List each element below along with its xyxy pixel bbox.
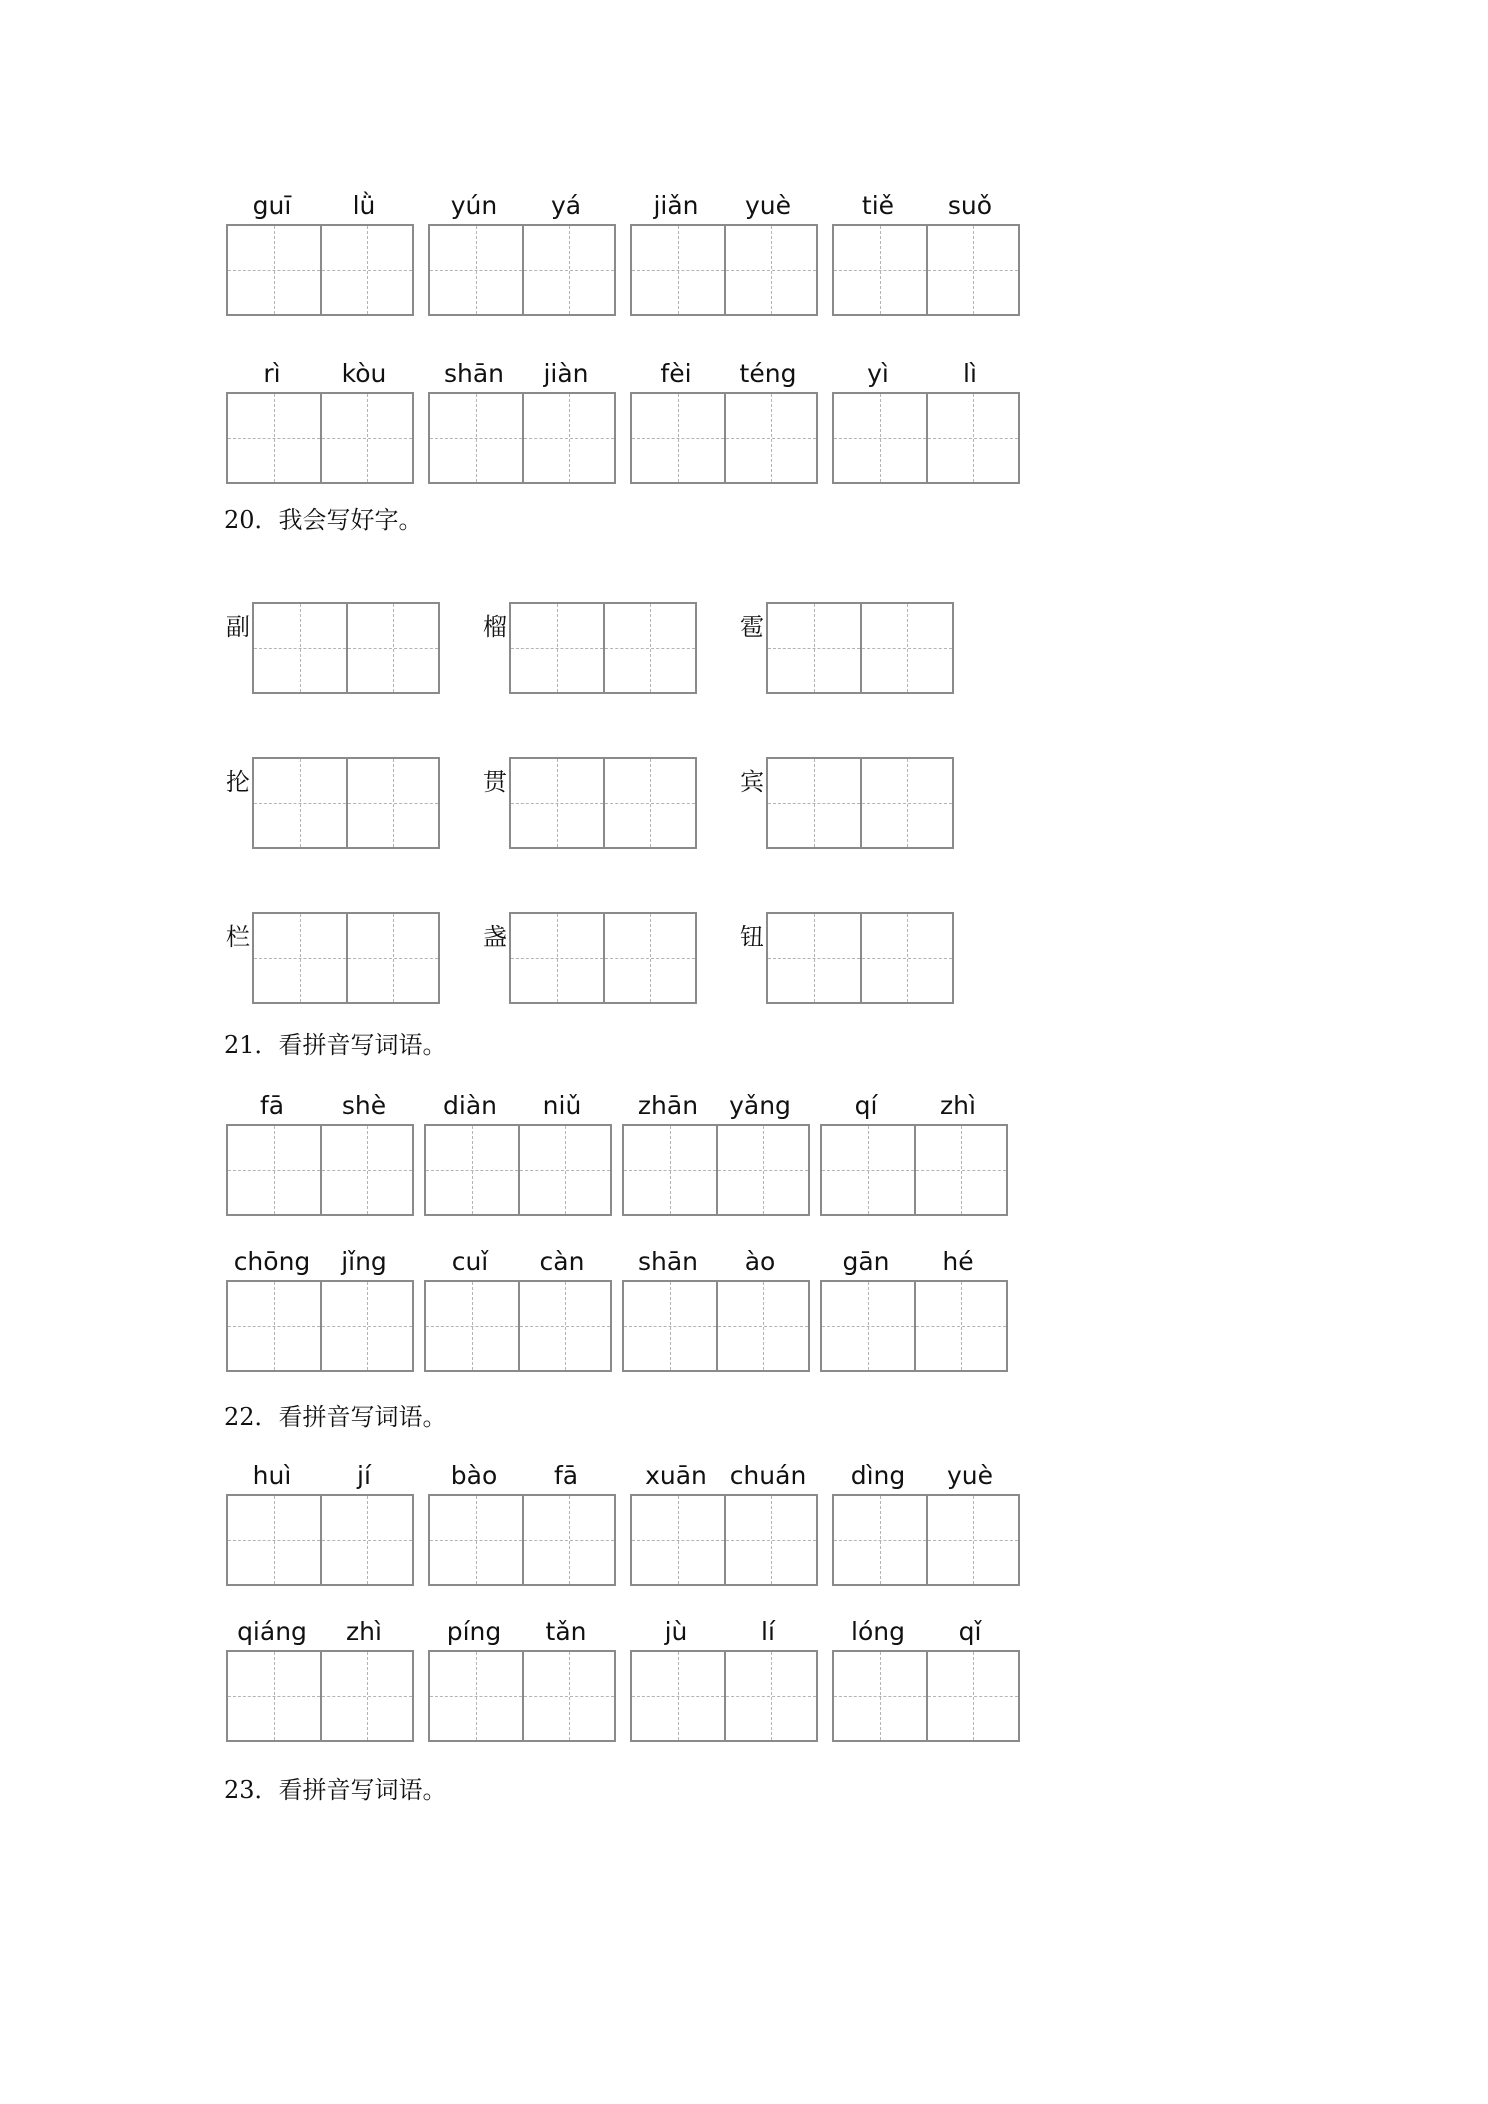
tian-zi-ge-cell[interactable]	[522, 1652, 614, 1740]
tian-zi-ge-cell[interactable]	[768, 914, 860, 1002]
tian-zi-ge-cell[interactable]	[346, 759, 438, 847]
tian-zi-ge-cell[interactable]	[716, 1282, 808, 1370]
tian-zi-ge-cell[interactable]	[822, 1126, 914, 1214]
q22-row2-writing-box[interactable]	[832, 1650, 1020, 1742]
pinyin-label: gān	[842, 1247, 890, 1276]
tian-zi-ge-cell[interactable]	[254, 604, 346, 692]
character-practice-box[interactable]	[509, 757, 697, 849]
tian-zi-ge-cell[interactable]	[860, 759, 952, 847]
q22-row1-writing-box[interactable]	[226, 1494, 414, 1586]
q21-row2-writing-box[interactable]	[622, 1280, 810, 1372]
pinyin-label: yá	[550, 191, 582, 220]
tian-zi-ge-cell[interactable]	[860, 914, 952, 1002]
model-character: 盏	[483, 923, 507, 951]
pinyin-label: yún	[450, 191, 498, 220]
character-practice-box[interactable]	[509, 912, 697, 1004]
tian-zi-ge-cell[interactable]	[430, 1496, 522, 1584]
pinyin-label: shè	[341, 1091, 387, 1120]
tian-zi-ge-cell[interactable]	[522, 1496, 614, 1584]
q19-row2-writing-box[interactable]	[832, 392, 1020, 484]
pinyin-label: kòu	[341, 359, 387, 388]
pinyin-label: cuǐ	[451, 1247, 489, 1276]
model-character: 栏	[226, 923, 250, 951]
tian-zi-ge-cell[interactable]	[346, 604, 438, 692]
tian-zi-ge-cell[interactable]	[518, 1126, 610, 1214]
pinyin-label: càn	[539, 1247, 585, 1276]
question-21-heading: 21．看拼音写词语。	[224, 1031, 447, 1059]
character-practice-box[interactable]	[766, 912, 954, 1004]
tian-zi-ge-cell[interactable]	[320, 394, 412, 482]
pinyin-label: diàn	[443, 1091, 497, 1120]
tian-zi-ge-cell[interactable]	[228, 394, 320, 482]
question-20-heading: 20．我会写好字。	[224, 506, 423, 534]
q21-row2-writing-box[interactable]	[424, 1280, 612, 1372]
q19-row2-writing-box[interactable]	[226, 392, 414, 484]
tian-zi-ge-cell[interactable]	[603, 759, 695, 847]
tian-zi-ge-cell[interactable]	[834, 1496, 926, 1584]
tian-zi-ge-cell[interactable]	[228, 226, 320, 314]
pinyin-label: chuán	[729, 1461, 807, 1490]
tian-zi-ge-cell[interactable]	[320, 1282, 412, 1370]
q19-row1-writing-box[interactable]	[630, 224, 818, 316]
pinyin-label: lóng	[851, 1617, 905, 1646]
tian-zi-ge-cell[interactable]	[926, 394, 1018, 482]
model-character: 抡	[226, 768, 250, 796]
tian-zi-ge-cell[interactable]	[254, 914, 346, 1002]
pinyin-label: yuè	[946, 1461, 994, 1490]
tian-zi-ge-cell[interactable]	[522, 226, 614, 314]
pinyin-label: ào	[744, 1247, 776, 1276]
tian-zi-ge-cell[interactable]	[426, 1126, 518, 1214]
question-23-heading: 23．看拼音写词语。	[224, 1776, 447, 1804]
tian-zi-ge-cell[interactable]	[320, 1652, 412, 1740]
tian-zi-ge-cell[interactable]	[320, 226, 412, 314]
pinyin-label: xuān	[645, 1461, 707, 1490]
tian-zi-ge-cell[interactable]	[320, 1496, 412, 1584]
tian-zi-ge-cell[interactable]	[724, 226, 816, 314]
tian-zi-ge-cell[interactable]	[834, 394, 926, 482]
q22-row2-writing-box[interactable]	[226, 1650, 414, 1742]
tian-zi-ge-cell[interactable]	[228, 1282, 320, 1370]
tian-zi-ge-cell[interactable]	[632, 1652, 724, 1740]
model-character: 贯	[483, 768, 507, 796]
question-22-heading: 22．看拼音写词语。	[224, 1403, 447, 1431]
tian-zi-ge-cell[interactable]	[860, 604, 952, 692]
tian-zi-ge-cell[interactable]	[724, 1652, 816, 1740]
pinyin-label: yuè	[744, 191, 792, 220]
pinyin-label: hé	[942, 1247, 974, 1276]
tian-zi-ge-cell[interactable]	[926, 1652, 1018, 1740]
pinyin-label: guī	[252, 191, 292, 220]
model-character: 雹	[740, 613, 764, 641]
tian-zi-ge-cell[interactable]	[430, 1652, 522, 1740]
pinyin-label: píng	[446, 1617, 502, 1646]
tian-zi-ge-cell[interactable]	[518, 1282, 610, 1370]
pinyin-label: bào	[450, 1461, 498, 1490]
q21-row2-writing-box[interactable]	[226, 1280, 414, 1372]
pinyin-label: yì	[867, 359, 889, 388]
tian-zi-ge-cell[interactable]	[834, 1652, 926, 1740]
q22-row1-writing-box[interactable]	[630, 1494, 818, 1586]
tian-zi-ge-cell[interactable]	[603, 914, 695, 1002]
pinyin-label: zhān	[637, 1091, 699, 1120]
tian-zi-ge-cell[interactable]	[228, 1496, 320, 1584]
pinyin-label: tǎn	[545, 1617, 587, 1646]
model-character: 钮	[740, 923, 764, 951]
character-practice-box[interactable]	[252, 912, 440, 1004]
tian-zi-ge-cell[interactable]	[511, 759, 603, 847]
tian-zi-ge-cell[interactable]	[914, 1282, 1006, 1370]
tian-zi-ge-cell[interactable]	[914, 1126, 1006, 1214]
pinyin-label: shān	[443, 359, 505, 388]
tian-zi-ge-cell[interactable]	[430, 226, 522, 314]
pinyin-label: niǔ	[542, 1091, 582, 1120]
tian-zi-ge-cell[interactable]	[926, 226, 1018, 314]
q22-row1-writing-box[interactable]	[832, 1494, 1020, 1586]
tian-zi-ge-cell[interactable]	[254, 759, 346, 847]
pinyin-label: suǒ	[947, 191, 993, 220]
tian-zi-ge-cell[interactable]	[768, 759, 860, 847]
q22-row2-writing-box[interactable]	[428, 1650, 616, 1742]
pinyin-label: qí	[854, 1091, 878, 1120]
pinyin-label: qiáng	[237, 1617, 307, 1646]
q21-row1-writing-box[interactable]	[622, 1124, 810, 1216]
q21-row1-writing-box[interactable]	[820, 1124, 1008, 1216]
q21-row2-writing-box[interactable]	[820, 1280, 1008, 1372]
pinyin-label: zhì	[940, 1091, 976, 1120]
character-practice-box[interactable]	[766, 757, 954, 849]
tian-zi-ge-cell[interactable]	[624, 1282, 716, 1370]
tian-zi-ge-cell[interactable]	[603, 604, 695, 692]
q22-row2-writing-box[interactable]	[630, 1650, 818, 1742]
pinyin-label: lì	[963, 359, 977, 388]
q19-row2-writing-box[interactable]	[630, 392, 818, 484]
pinyin-label: fā	[259, 1091, 285, 1120]
character-practice-box[interactable]	[509, 602, 697, 694]
q22-row1-writing-box[interactable]	[428, 1494, 616, 1586]
q21-row1-writing-box[interactable]	[226, 1124, 414, 1216]
tian-zi-ge-cell[interactable]	[724, 394, 816, 482]
pinyin-label: jiàn	[543, 359, 589, 388]
model-character: 宾	[740, 768, 764, 796]
model-character: 副	[226, 613, 250, 641]
q21-row1-writing-box[interactable]	[424, 1124, 612, 1216]
tian-zi-ge-cell[interactable]	[430, 394, 522, 482]
tian-zi-ge-cell[interactable]	[228, 1652, 320, 1740]
q19-row1-writing-box[interactable]	[832, 224, 1020, 316]
tian-zi-ge-cell[interactable]	[926, 1496, 1018, 1584]
pinyin-label: jǐng	[341, 1247, 387, 1276]
pinyin-label: zhì	[346, 1617, 382, 1646]
tian-zi-ge-cell[interactable]	[511, 914, 603, 1002]
pinyin-label: huì	[252, 1461, 292, 1490]
character-practice-box[interactable]	[252, 602, 440, 694]
tian-zi-ge-cell[interactable]	[320, 1126, 412, 1214]
tian-zi-ge-cell[interactable]	[426, 1282, 518, 1370]
pinyin-label: jù	[664, 1617, 688, 1646]
tian-zi-ge-cell[interactable]	[624, 1126, 716, 1214]
q19-row2-writing-box[interactable]	[428, 392, 616, 484]
tian-zi-ge-cell[interactable]	[632, 226, 724, 314]
character-practice-box[interactable]	[252, 757, 440, 849]
pinyin-label: lǜ	[352, 191, 376, 220]
pinyin-label: téng	[739, 359, 797, 388]
tian-zi-ge-cell[interactable]	[632, 394, 724, 482]
tian-zi-ge-cell[interactable]	[822, 1282, 914, 1370]
tian-zi-ge-cell[interactable]	[768, 604, 860, 692]
tian-zi-ge-cell[interactable]	[511, 604, 603, 692]
pinyin-label: fèi	[660, 359, 692, 388]
pinyin-label: tiě	[861, 191, 895, 220]
model-character: 榴	[483, 613, 507, 641]
pinyin-label: qǐ	[958, 1617, 982, 1646]
tian-zi-ge-cell[interactable]	[522, 394, 614, 482]
tian-zi-ge-cell[interactable]	[632, 1496, 724, 1584]
q19-row1-writing-box[interactable]	[226, 224, 414, 316]
tian-zi-ge-cell[interactable]	[716, 1126, 808, 1214]
pinyin-label: yǎng	[729, 1091, 791, 1120]
pinyin-label: lí	[761, 1617, 775, 1646]
pinyin-label: fā	[553, 1461, 579, 1490]
character-practice-box[interactable]	[766, 602, 954, 694]
pinyin-label: shān	[637, 1247, 699, 1276]
pinyin-label: dìng	[850, 1461, 906, 1490]
tian-zi-ge-cell[interactable]	[228, 1126, 320, 1214]
tian-zi-ge-cell[interactable]	[724, 1496, 816, 1584]
tian-zi-ge-cell[interactable]	[834, 226, 926, 314]
pinyin-label: chōng	[233, 1247, 311, 1276]
q19-row1-writing-box[interactable]	[428, 224, 616, 316]
tian-zi-ge-cell[interactable]	[346, 914, 438, 1002]
pinyin-label: jiǎn	[653, 191, 699, 220]
pinyin-label: jí	[357, 1461, 371, 1490]
pinyin-label: rì	[263, 359, 281, 388]
